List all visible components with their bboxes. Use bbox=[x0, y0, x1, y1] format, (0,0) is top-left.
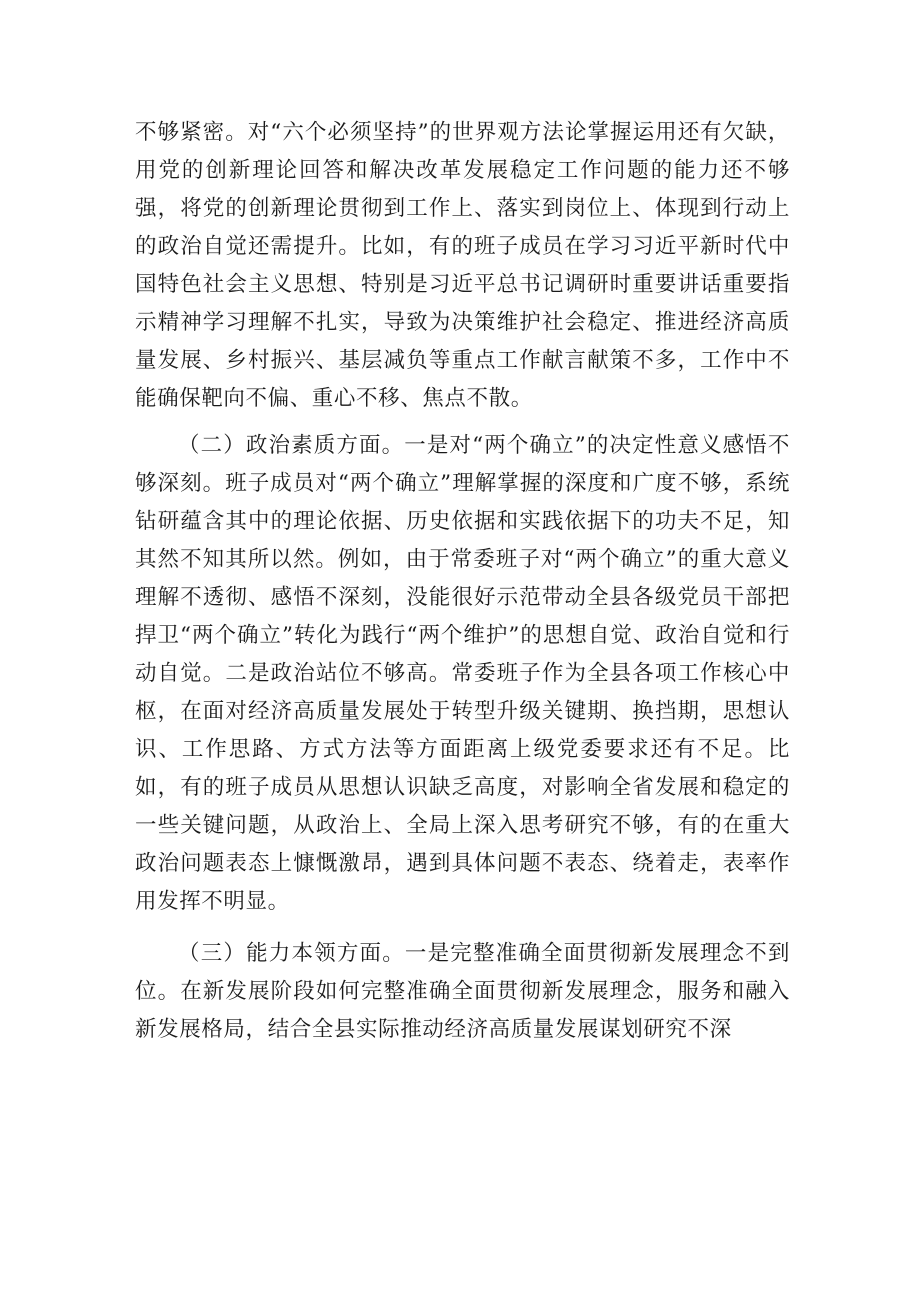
paragraph-political-quality: （二）政治素质方面。一是对“两个确立”的决定性意义感悟不够深刻。班子成员对“两个确立”理解掌握的深度和广度不够，系统钻研蕴含其中的理论依据、历史依据和实践依据下的功夫不足，知其然不知其所以然。例如，由于常委班子对“两个确立”的重大意义理解不透彻、感悟不深刻，没能很好示范带动全县各级党员干部把捍卫“两个确立”转化为践行“两个维护”的思想自觉、政治自觉和行动自觉。二是政治站位不够高。常委班子作为全县各项工作核心中枢，在面对经济高质量发展处于转型升级关键期、换挡期，思想认识、工作思路、方式方法等方面距离上级党委要求还有不足。比如，有的班子成员从思想认识缺乏高度，对影响全省发展和稳定的一些关键问题，从政治上、全局上深入思考研究不够，有的在重大政治问题表态上慷慨激昂，遇到具体问题不表态、绕着走，表率作用发挥不明显。 bbox=[135, 433, 790, 914]
document-body bbox=[135, 114, 790, 1049]
paragraph-ability-skills: （三）能力本领方面。一是完整准确全面贯彻新发展理念不到位。在新发展阶段如何完整准确全面贯彻新发展理念，服务和融入新发展格局，结合全县实际推动经济高质量发展谋划研究不深 bbox=[135, 941, 790, 1042]
paragraph-continuation: 不够紧密。对“六个必须坚持”的世界观方法论掌握运用还有欠缺，用党的创新理论回答和解决改革发展稳定工作问题的能力还不够强，将党的创新理论贯彻到工作上、落实到岗位上、体现到行动上的政治自觉还需提升。比如，有的班子成员在学习习近平新时代中国特色社会主义思想、特别是习近平总书记调研时重要讲话重要指示精神学习理解不扎实，导致为决策维护社会稳定、推进经济高质量发展、乡村振兴、基层减负等重点工作献言献策不多，工作中不能确保靶向不偏、重心不移、焦点不散。 bbox=[135, 120, 790, 411]
